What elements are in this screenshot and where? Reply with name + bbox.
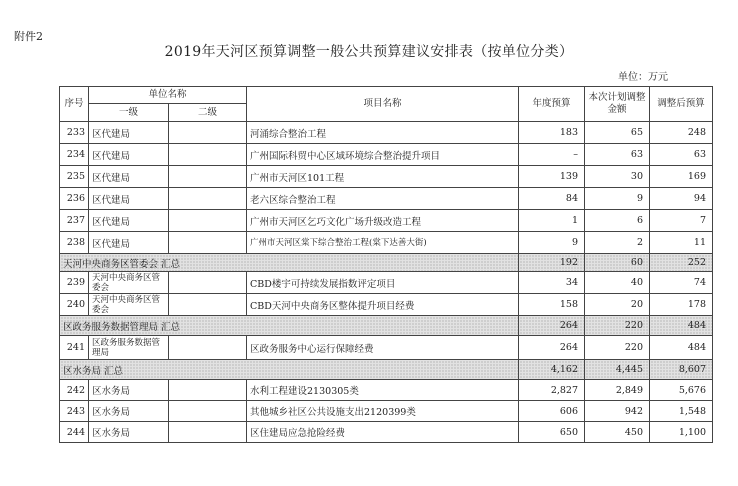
- adjusted-budget-cell: 484: [650, 336, 713, 360]
- adjusted-budget-cell: 8,607: [650, 360, 713, 380]
- level2-cell: [169, 272, 247, 294]
- level2-cell: [169, 380, 247, 401]
- adjust-amount-cell: 220: [585, 336, 650, 360]
- level2-cell: [169, 122, 247, 144]
- table-row: [60, 422, 713, 443]
- level2-cell: [169, 188, 247, 210]
- adjust-amount-cell: 220: [585, 316, 650, 336]
- adjusted-budget-cell: 1,548: [650, 401, 713, 422]
- seq-cell: 237: [60, 210, 89, 232]
- adjusted-budget-cell: 11: [650, 232, 713, 254]
- adjusted-budget-cell: 252: [650, 254, 713, 272]
- level2-cell: [169, 232, 247, 254]
- level2-cell: [169, 166, 247, 188]
- level1-cell: 区代建局: [89, 210, 169, 232]
- level1-cell: 区政务服务数据管理局: [89, 336, 169, 360]
- annual-budget-cell: 158: [519, 294, 585, 316]
- level1-cell: 区水务局: [89, 401, 169, 422]
- adjusted-budget-cell: 248: [650, 122, 713, 144]
- level1-cell: 区水务局: [89, 422, 169, 443]
- subtotal-label: 区水务局 汇总: [60, 360, 519, 380]
- table-row: [60, 210, 713, 232]
- table-row: [60, 294, 713, 316]
- header-annual-budget: 年度预算: [519, 87, 585, 122]
- header-adjusted-budget: 调整后预算: [650, 87, 713, 122]
- annual-budget-cell: 2,827: [519, 380, 585, 401]
- project-cell: CBD楼宇可持续发展指数评定项目: [247, 272, 519, 294]
- seq-cell: 243: [60, 401, 89, 422]
- seq-cell: 239: [60, 272, 89, 294]
- adjusted-budget-cell: 74: [650, 272, 713, 294]
- header-project: 项目名称: [247, 87, 519, 122]
- seq-cell: 235: [60, 166, 89, 188]
- annual-budget-cell: 192: [519, 254, 585, 272]
- seq-cell: 244: [60, 422, 89, 443]
- project-cell: 广州市天河区乞巧文化广场升级改造工程: [247, 210, 519, 232]
- table-row: [60, 144, 713, 166]
- seq-cell: 234: [60, 144, 89, 166]
- level1-cell: 区代建局: [89, 144, 169, 166]
- table-row: [60, 336, 713, 360]
- subtotal-row: [60, 316, 713, 336]
- level1-cell: 区代建局: [89, 166, 169, 188]
- attachment-label: 附件2: [14, 30, 43, 43]
- adjusted-budget-cell: 1,100: [650, 422, 713, 443]
- level2-cell: [169, 336, 247, 360]
- level1-cell: 天河中央商务区管委会: [89, 272, 169, 294]
- project-cell: 广州市天河区101工程: [247, 166, 519, 188]
- table-row: [60, 188, 713, 210]
- annual-budget-cell: 606: [519, 401, 585, 422]
- header-level1: 一级: [89, 104, 169, 122]
- adjust-amount-cell: 942: [585, 401, 650, 422]
- seq-cell: 233: [60, 122, 89, 144]
- table-row: [60, 380, 713, 401]
- adjust-amount-cell: 20: [585, 294, 650, 316]
- adjust-amount-cell: 450: [585, 422, 650, 443]
- adjust-amount-cell: 63: [585, 144, 650, 166]
- seq-cell: 236: [60, 188, 89, 210]
- level2-cell: [169, 210, 247, 232]
- adjusted-budget-cell: 63: [650, 144, 713, 166]
- annual-budget-cell: 34: [519, 272, 585, 294]
- project-cell: 广州市天河区棠下综合整治工程(棠下达善大街): [247, 232, 519, 254]
- project-cell: 其他城乡社区公共设施支出2120399类: [247, 401, 519, 422]
- header-seq: 序号: [60, 87, 89, 122]
- table-body: [60, 122, 713, 443]
- adjust-amount-cell: 30: [585, 166, 650, 188]
- project-cell: 广州国际科贸中心区域环境综合整治提升项目: [247, 144, 519, 166]
- annual-budget-cell: 139: [519, 166, 585, 188]
- project-cell: 区住建局应急抢险经费: [247, 422, 519, 443]
- table-row: [60, 166, 713, 188]
- project-cell: 区政务服务中心运行保障经费: [247, 336, 519, 360]
- header-adjust-amount: 本次计划调整金额: [585, 87, 650, 122]
- table-row: [60, 401, 713, 422]
- subtotal-row: [60, 254, 713, 272]
- annual-budget-cell: 9: [519, 232, 585, 254]
- level1-cell: 区代建局: [89, 232, 169, 254]
- adjust-amount-cell: 9: [585, 188, 650, 210]
- header-level2: 二级: [169, 104, 247, 122]
- table-row: [60, 232, 713, 254]
- table-row: [60, 122, 713, 144]
- seq-cell: 240: [60, 294, 89, 316]
- annual-budget-cell: 264: [519, 316, 585, 336]
- subtotal-label: 天河中央商务区管委会 汇总: [60, 254, 519, 272]
- table-header: [60, 87, 713, 122]
- level1-cell: 天河中央商务区管委会: [89, 294, 169, 316]
- adjusted-budget-cell: 7: [650, 210, 713, 232]
- adjust-amount-cell: 2: [585, 232, 650, 254]
- subtotal-row: [60, 360, 713, 380]
- level2-cell: [169, 422, 247, 443]
- adjust-amount-cell: 40: [585, 272, 650, 294]
- page-title: 2019年天河区预算调整一般公共预算建议安排表（按单位分类）: [164, 44, 574, 60]
- level2-cell: [169, 294, 247, 316]
- adjusted-budget-cell: 484: [650, 316, 713, 336]
- project-cell: 水利工程建设2130305类: [247, 380, 519, 401]
- seq-cell: 241: [60, 336, 89, 360]
- annual-budget-cell: 1: [519, 210, 585, 232]
- adjusted-budget-cell: 94: [650, 188, 713, 210]
- annual-budget-cell: 650: [519, 422, 585, 443]
- adjust-amount-cell: 4,445: [585, 360, 650, 380]
- adjusted-budget-cell: 178: [650, 294, 713, 316]
- annual-budget-cell: –: [519, 144, 585, 166]
- level2-cell: [169, 401, 247, 422]
- adjust-amount-cell: 2,849: [585, 380, 650, 401]
- project-cell: CBD天河中央商务区整体提升项目经费: [247, 294, 519, 316]
- unit-label: 单位：万元: [618, 72, 668, 83]
- seq-cell: 242: [60, 380, 89, 401]
- level1-cell: 区代建局: [89, 122, 169, 144]
- annual-budget-cell: 4,162: [519, 360, 585, 380]
- adjusted-budget-cell: 169: [650, 166, 713, 188]
- project-cell: 河涌综合整治工程: [247, 122, 519, 144]
- level2-cell: [169, 144, 247, 166]
- project-cell: 老六区综合整治工程: [247, 188, 519, 210]
- annual-budget-cell: 183: [519, 122, 585, 144]
- table-row: [60, 272, 713, 294]
- adjusted-budget-cell: 5,676: [650, 380, 713, 401]
- seq-cell: 238: [60, 232, 89, 254]
- adjust-amount-cell: 6: [585, 210, 650, 232]
- adjust-amount-cell: 60: [585, 254, 650, 272]
- adjust-amount-cell: 65: [585, 122, 650, 144]
- level1-cell: 区水务局: [89, 380, 169, 401]
- subtotal-label: 区政务服务数据管理局 汇总: [60, 316, 519, 336]
- header-unit-name: 单位名称: [89, 87, 247, 104]
- annual-budget-cell: 84: [519, 188, 585, 210]
- budget-table: [59, 86, 713, 443]
- level1-cell: 区代建局: [89, 188, 169, 210]
- annual-budget-cell: 264: [519, 336, 585, 360]
